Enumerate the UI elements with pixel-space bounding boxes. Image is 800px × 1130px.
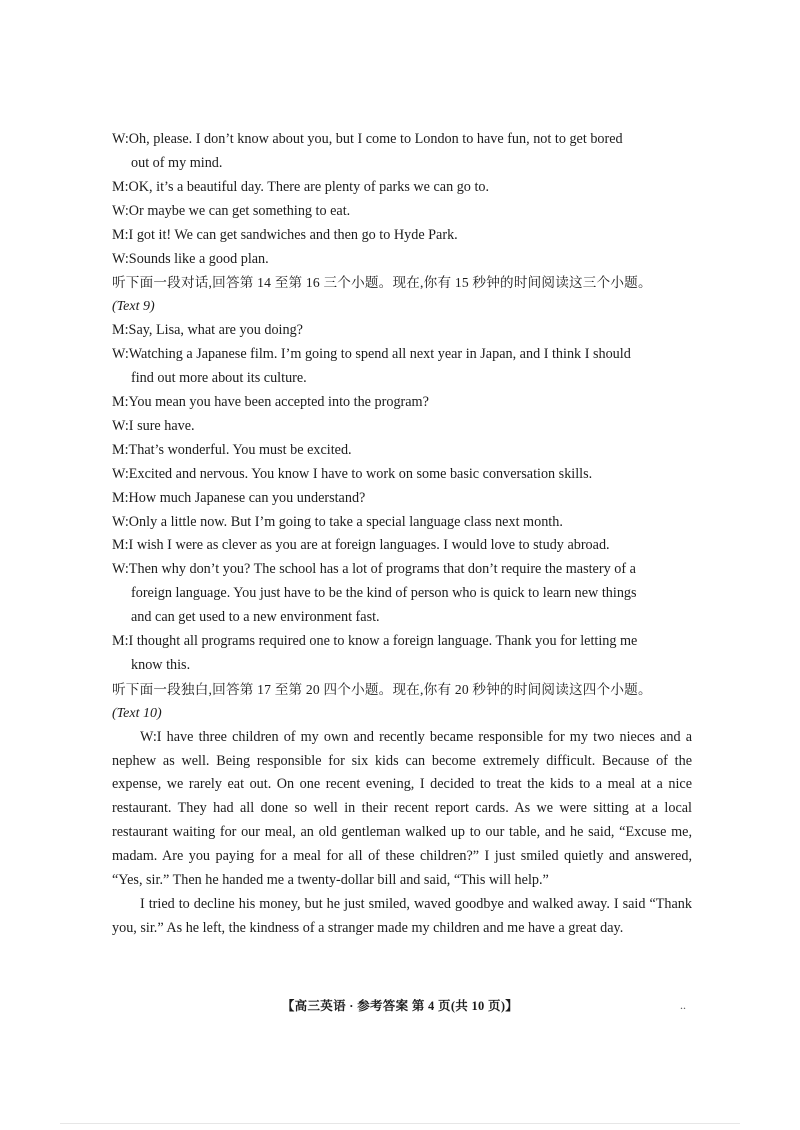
dialogue-line: W:Watching a Japanese film. I’m going to spend all next year in Japan, and I think I should xyxy=(112,346,631,363)
dialogue-line: W:Excited and nervous. You know I have to work on some basic conversation skills. xyxy=(112,465,593,482)
dialogue-line-continuation: out of my mind. xyxy=(131,154,223,171)
page-footer: 【高三英语 · 参考答案 第 4 页(共 10 页)】 xyxy=(281,999,519,1013)
dialogue-line-continuation: find out more about its culture. xyxy=(131,370,307,387)
dialogue-line: M:I wish I were as clever as you are at foreign languages. I would love to study abroad. xyxy=(112,537,610,554)
dialogue-line: W:Only a little now. But I’m going to take a special language class next month. xyxy=(112,513,563,530)
dialogue-text-9 xyxy=(112,319,692,678)
dialogue-line: M:You mean you have been accepted into the program? xyxy=(112,393,429,410)
dialogue-line-continuation: foreign language. You just have to be the kind of person who is quick to learn new things xyxy=(131,585,637,602)
text-10-label: (Text 10) xyxy=(112,705,162,721)
dialogue-line: M:That’s wonderful. You must be excited. xyxy=(112,441,352,458)
dialogue-line: W:Oh, please. I don’t know about you, but I come to London to have fun, not to get bored xyxy=(112,131,623,147)
monologue-paragraph-1: W:I have three children of my own and recently became responsible for my two nieces and a nephew as well. Being responsible for six kids can become extremely difficult. Because of the expense, we rarely eat out. On one recent evening, I decided to treat the kids to a meal at a nice restaurant. They had all done so well in their recent report cards. As we were sitting at a local restaurant waiting for our meal, an old gentleman walked up to our table, and he said, “Excuse me, madam. Are you paying for a meal for all of these children?” I just smiled quietly and answered, “Yes, sir.” Then he handed me a twenty-dollar bill and said, “This will help.” xyxy=(112,728,692,889)
text-9-label: (Text 9) xyxy=(112,299,155,315)
dialogue-line: W:Then why don’t you? The school has a lot of programs that don’t require the mastery of a xyxy=(112,561,636,578)
corner-mark: .. xyxy=(680,998,686,1012)
dialogue-line: M:I got it! We can get sandwiches and then go to Hyde Park. xyxy=(112,226,458,243)
dialogue-line: M:OK, it’s a beautiful day. There are plenty of parks we can go to. xyxy=(112,178,490,195)
instruction-text-10: 听下面一段独白,回答第 17 至第 20 四个小题。现在,你有 20 秒钟的时间阅读这四个小题。 xyxy=(112,681,652,697)
answer-key-content xyxy=(112,128,692,941)
scan-edge-divider xyxy=(60,1123,740,1124)
dialogue-line: M:I thought all programs required one to know a foreign language. Thank you for letting me xyxy=(112,633,638,650)
monologue-paragraph-2: I tried to decline his money, but he just smiled, waved goodbye and walked away. I said “Thank you, sir.” As he left, the kindness of a stranger made my children and me have a great day. xyxy=(112,896,692,936)
dialogue-line: M:How much Japanese can you understand? xyxy=(112,489,366,506)
dialogue-line: W:I sure have. xyxy=(112,417,195,434)
instruction-text-9: 听下面一段对话,回答第 14 至第 16 三个小题。现在,你有 15 秒钟的时间阅读这三个小题。 xyxy=(112,275,652,291)
dialogue-line-continuation: know this. xyxy=(131,656,191,673)
dialogue-line: W:Or maybe we can get something to eat. xyxy=(112,202,351,219)
dialogue-8-ending xyxy=(112,128,692,271)
dialogue-line-continuation: and can get used to a new environment fast. xyxy=(131,609,380,626)
dialogue-line: M:Say, Lisa, what are you doing? xyxy=(112,322,303,339)
dialogue-line: W:Sounds like a good plan. xyxy=(112,250,269,267)
